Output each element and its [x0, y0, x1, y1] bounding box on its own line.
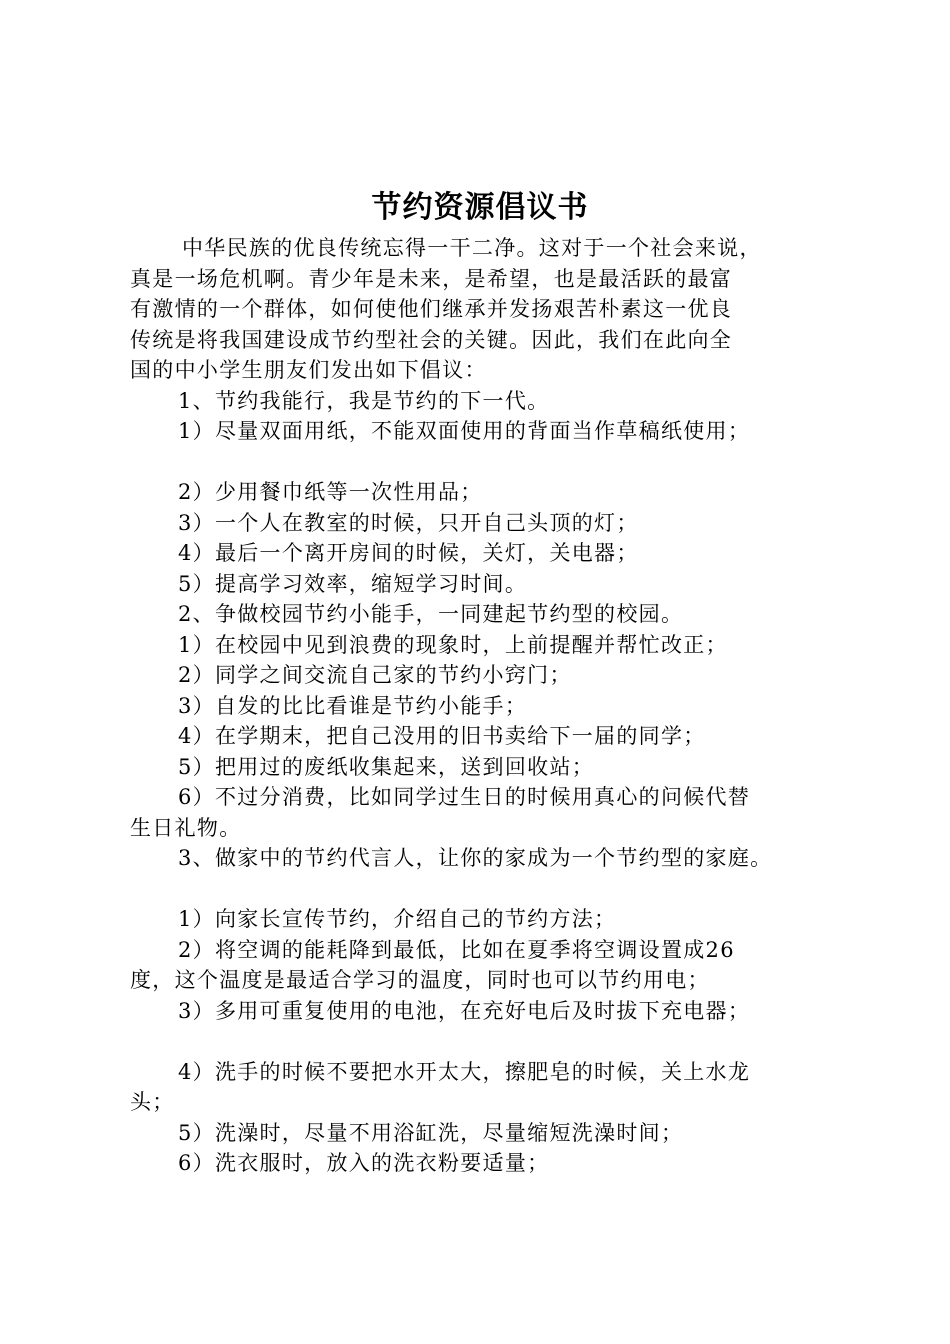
list-item: 6）洗衣服时，放入的洗衣粉要适量； — [178, 1151, 550, 1175]
list-item: 5）洗澡时，尽量不用浴缸洗，尽量缩短洗澡时间； — [178, 1120, 684, 1145]
blank-line — [130, 447, 850, 478]
paragraph-line: 真是一场危机啊。青少年是未来，是希望，也是最活跃的最富 — [130, 266, 733, 291]
list-item: 2）少用餐巾纸等一次性用品； — [178, 480, 483, 504]
list-item-continuation: 头； — [130, 1090, 175, 1114]
document-body — [130, 233, 850, 1179]
list-item: 5）提高学习效率，缩短学习时间。 — [178, 571, 528, 596]
paragraph-line: 传统是将我国建设成节约型社会的关键。因此，我们在此向全 — [130, 327, 733, 352]
list-item: 6）不过分消费，比如同学过生日的时候用真心的问候代替 — [178, 785, 751, 809]
blank-line — [130, 874, 850, 905]
list-item: 4）在学期末，把自己没用的旧书卖给下一届的同学； — [178, 724, 706, 748]
list-item: 4）最后一个离开房间的时候，关灯，关电器； — [178, 541, 639, 565]
list-item: 1）在校园中见到浪费的现象时，上前提醒并帮忙改正； — [178, 632, 728, 657]
section-heading-3: 3、做家中的节约代言人，让你的家成为一个节约型的家庭。 — [178, 846, 773, 870]
list-item: 3）多用可重复使用的电池，在充好电后及时拔下充电器； — [178, 998, 751, 1023]
list-item: 1）向家长宣传节约，介绍自己的节约方法； — [178, 907, 617, 931]
list-item: 3）自发的比比看谁是节约小能手； — [178, 693, 528, 718]
section-heading-1: 1、节约我能行，我是节约的下一代。 — [178, 388, 550, 413]
list-item: 2）同学之间交流自己家的节约小窍门； — [178, 663, 572, 687]
list-item: 5）把用过的废纸收集起来，送到回收站； — [178, 754, 595, 779]
list-item-continuation: 生日礼物。 — [130, 815, 242, 840]
document-title: 节约资源倡议书 — [371, 190, 589, 225]
list-item: 3）一个人在教室的时候，只开自己头顶的灯； — [178, 510, 639, 535]
list-item-continuation: 度，这个温度是最适合学习的温度，同时也可以节约用电； — [130, 968, 710, 992]
paragraph-line: 国的中小学生朋友们发出如下倡议： — [130, 358, 487, 382]
blank-line — [130, 1026, 850, 1057]
list-item: 1）尽量双面用纸，不能双面使用的背面当作草稿纸使用； — [178, 419, 751, 443]
list-item: 4）洗手的时候不要把水开太大，擦肥皂的时候，关上水龙 — [178, 1059, 751, 1084]
list-item: 2）将空调的能耗降到最低，比如在夏季将空调设置成26 — [178, 937, 735, 962]
paragraph-line: 有激情的一个群体，如何使他们继承并发扬艰苦朴素这一优良 — [130, 297, 733, 321]
paragraph-line: 中华民族的优良传统忘得一干二净。这对于一个社会来说， — [182, 236, 762, 260]
section-heading-2: 2、争做校园节约小能手，一同建起节约型的校园。 — [178, 602, 684, 626]
